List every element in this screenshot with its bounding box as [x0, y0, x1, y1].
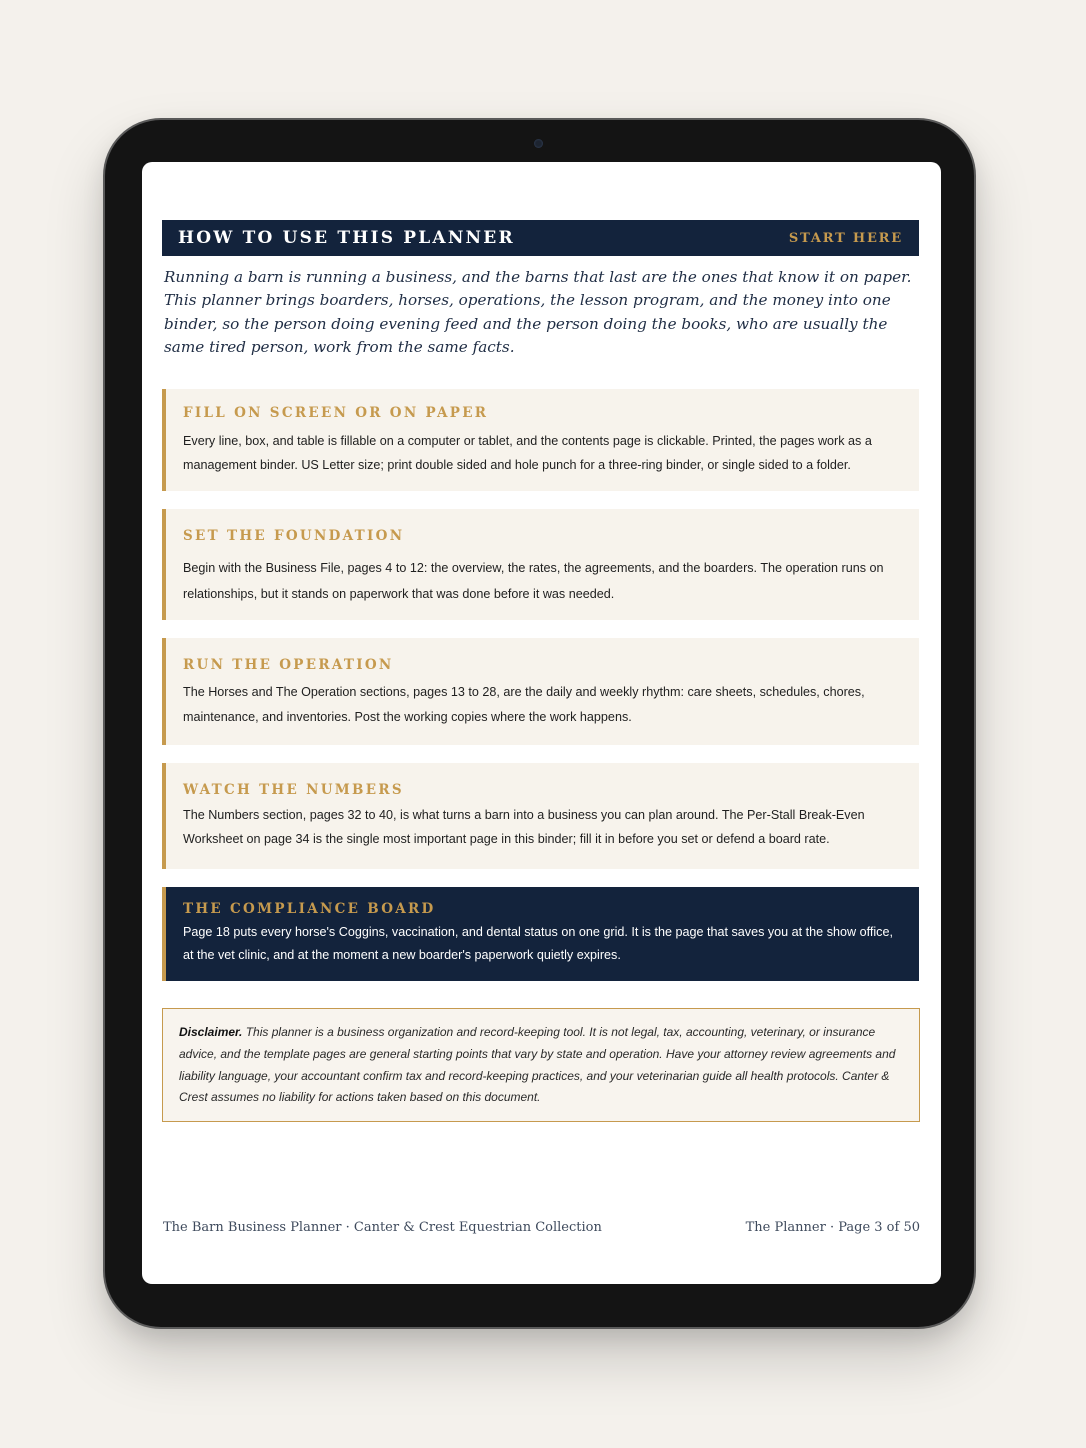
- section-body: Page 18 puts every horse's Coggins, vaccination, and dental status on one grid. It is the page that saves you at the show office, at the vet clinic, and at the moment a new boarder's paperwork quietly expires.: [183, 925, 893, 962]
- section-set-foundation: [162, 509, 919, 620]
- section-title: RUN THE OPERATION: [183, 657, 394, 673]
- disclaimer-body: This planner is a business organization and record-keeping tool. It is not legal, tax, accounting, veterinary, or insurance advice, and the template pages are general starting points that vary by state and operation. Have your attorney review agreements and liability language, your accountant confirm tax and record-keeping practices, and your veterinarian guide all health protocols. Canter & Crest assumes no liability for actions taken based on this document.: [179, 1025, 896, 1105]
- camera-icon: [534, 139, 543, 148]
- page-header-banner: [162, 220, 919, 256]
- section-fill-on-screen: [162, 389, 919, 491]
- section-body: Every line, box, and table is fillable on a computer or tablet, and the contents page is clickable. Printed, the pages work as a management binder. US Letter size; print double sided and hole punch for a three-ring binder, or single sided to a folder.: [183, 434, 872, 472]
- section-title: WATCH THE NUMBERS: [183, 782, 404, 798]
- section-title: SET THE FOUNDATION: [183, 528, 405, 544]
- section-body: The Horses and The Operation sections, pages 13 to 28, are the daily and weekly rhythm: care sheets, schedules, chores, maintenance, and inventories. Post the working copies where the work happens.: [183, 685, 865, 724]
- section-title: THE COMPLIANCE BOARD: [183, 901, 436, 917]
- planner-page[interactable]: [142, 162, 941, 1284]
- disclaimer-text: [179, 1022, 903, 1109]
- section-body: The Numbers section, pages 32 to 40, is what turns a barn into a business you can plan around. The Per-Stall Break-Even Worksheet on page 34 is the single most important page in this binder; fill it in before you set or defend a board rate.: [183, 808, 865, 846]
- section-body: Begin with the Business File, pages 4 to 12: the overview, the rates, the agreements, and the boarders. The operation runs on relationships, but it stands on paperwork that was done before it was needed.: [183, 561, 884, 601]
- footer-title: The Barn Business Planner · Canter & Crest Equestrian Collection: [163, 1220, 602, 1235]
- intro-paragraph: Running a barn is running a business, and the barns that last are the ones that know it on paper. This planner brings boarders, horses, operations, the lesson program, and the money into one binder, so the person doing evening feed and the person doing the books, who are usually the same tired person, work from the same facts.: [164, 268, 912, 356]
- tablet-frame: [105, 120, 974, 1327]
- disclaimer-label: Disclaimer.: [179, 1025, 243, 1039]
- section-run-operation: [162, 638, 919, 745]
- disclaimer-box: [162, 1008, 920, 1122]
- section-watch-numbers: [162, 763, 919, 869]
- section-compliance-board: [162, 887, 919, 981]
- section-title: FILL ON SCREEN OR ON PAPER: [183, 405, 489, 421]
- footer-page-number: The Planner · Page 3 of 50: [745, 1220, 920, 1235]
- page-title: HOW TO USE THIS PLANNER: [178, 228, 515, 248]
- start-here-tag: START HERE: [788, 230, 903, 246]
